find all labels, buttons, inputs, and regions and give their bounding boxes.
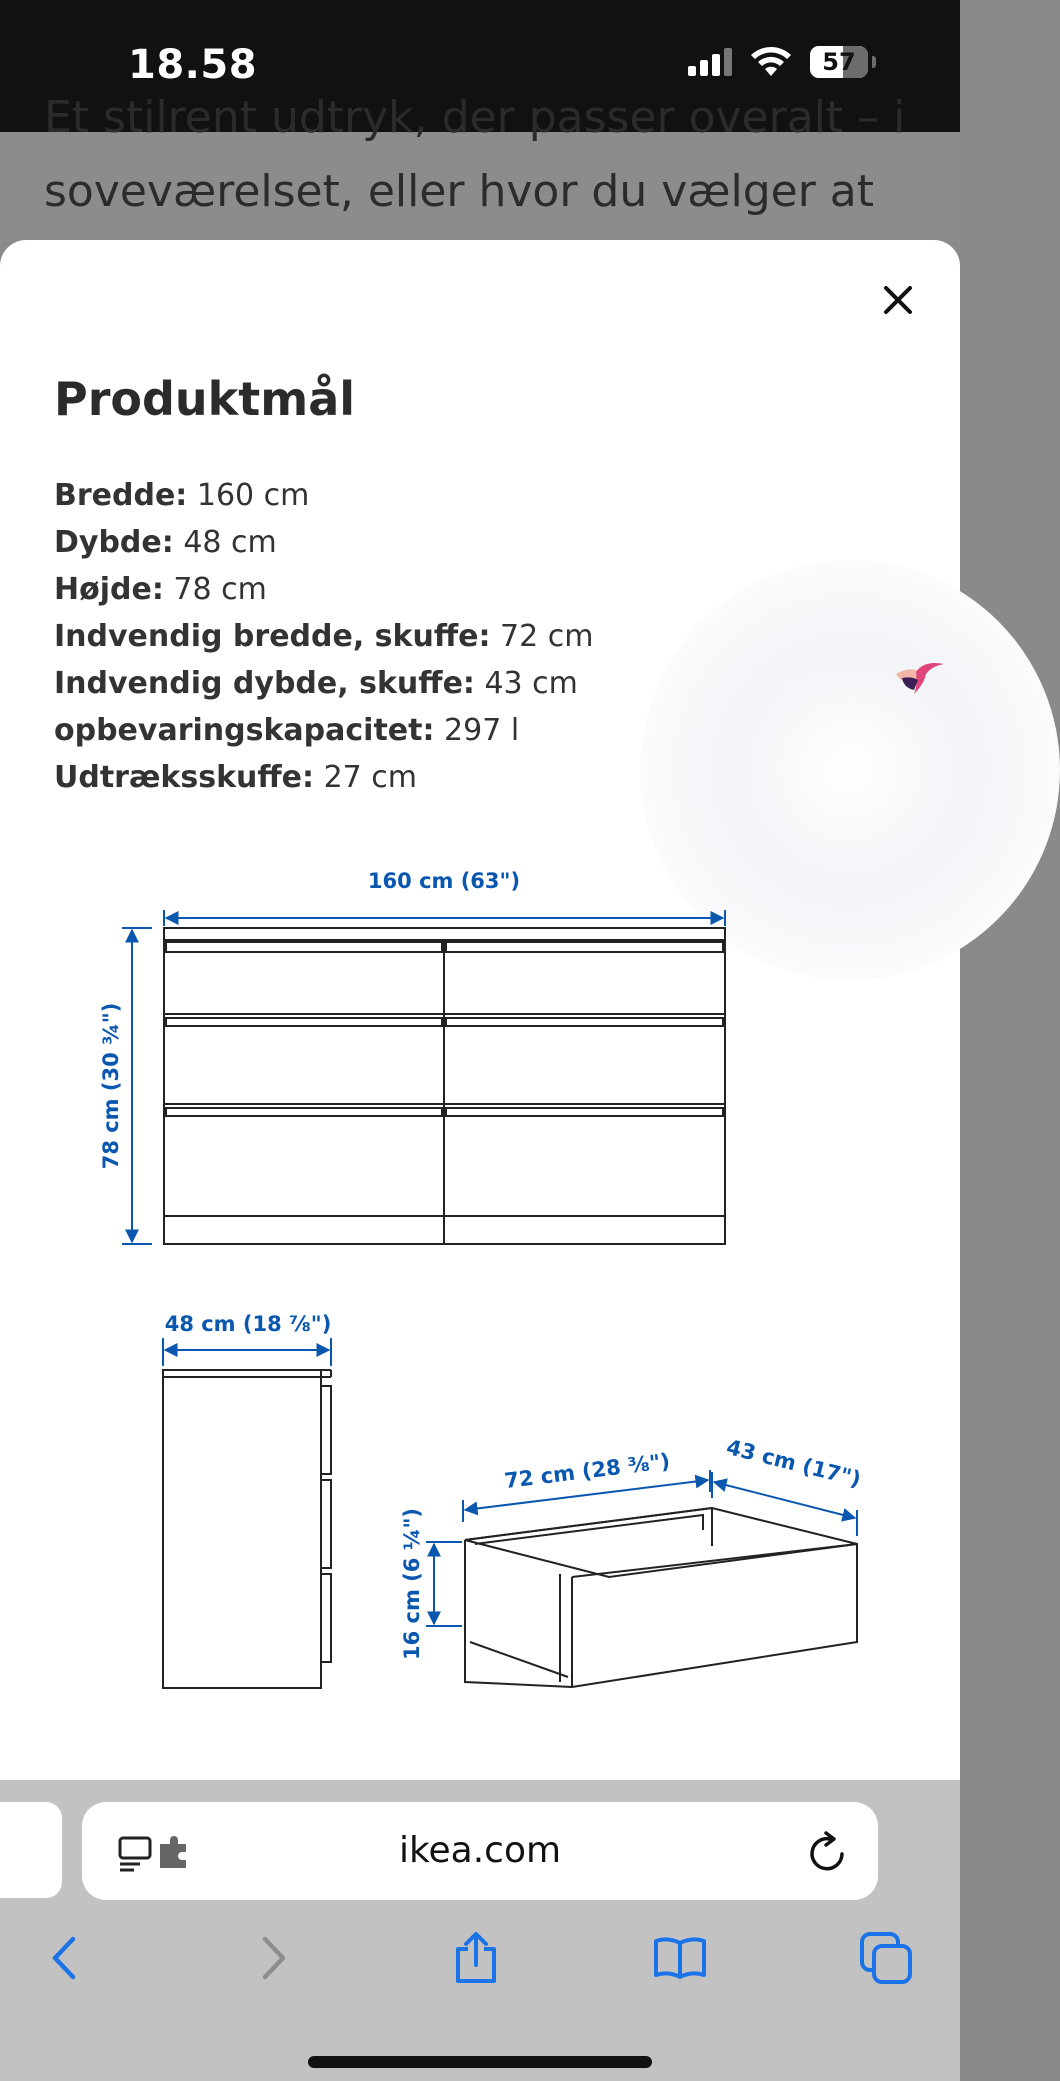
status-time: 18.58 [128,42,258,88]
forward-button[interactable] [244,1928,304,1988]
dimension-value: 72 cm [500,619,594,654]
dimension-label: Højde: [54,572,164,607]
reload-icon[interactable] [808,1830,848,1874]
side-view-drawing [163,1370,331,1688]
battery-level: 57 [822,48,856,76]
side-depth-dimension [163,1312,331,1366]
forward-icon [259,1935,289,1981]
height-dimension-label: 78 cm (30 ¾") [99,1002,123,1170]
bookmarks-button[interactable] [650,1928,710,1988]
home-indicator [308,2056,652,2068]
cellular-signal-icon [688,48,732,76]
dimension-label: Indvendig bredde, skuffe: [54,619,491,654]
drawer-height-label: 16 cm (6 ¼") [400,1508,424,1660]
front-width-dimension [164,869,725,926]
dimension-value: 297 l [444,713,520,748]
previous-tab-preview[interactable] [0,1802,62,1898]
dimension-label: Bredde: [54,478,188,513]
drawer-width-label: 72 cm (28 ⅜") [503,1448,672,1494]
dimension-value: 78 cm [173,572,267,607]
address-bar[interactable] [82,1802,878,1900]
front-view-drawing [164,928,725,1244]
dimension-label: Indvendig dybde, skuffe: [54,666,475,701]
dimension-value: 160 cm [196,478,310,513]
drawer-depth-label: 43 cm (17") [724,1434,864,1492]
background-page [0,92,960,242]
dimension-value: 48 cm [183,525,277,560]
wifi-icon [750,47,792,77]
battery-tip [872,56,876,68]
dimension-label: Udtræksskuffe: [54,760,315,795]
width-dimension-label: 160 cm (63") [367,869,521,893]
dimension-label: opbevaringskapacitet: [54,713,435,748]
dimension-label: Dybde: [54,525,174,560]
share-button[interactable] [446,1928,506,1988]
drawer-view-drawing [465,1508,857,1687]
safari-bottom-bar [0,1780,960,2081]
status-icons [688,46,876,78]
background-text-line: soveværelset, eller hvor du vælger at [44,166,874,217]
product-dimensions-sheet [0,240,960,1780]
back-button[interactable] [34,1928,94,1988]
drawer-depth-dimension [712,1435,863,1536]
bookmarks-icon [653,1935,707,1981]
share-icon [453,1931,499,1985]
tabs-icon [859,1931,913,1985]
url-text: ikea.com [398,1830,562,1871]
dimension-drawings [0,240,960,1780]
front-height-dimension [99,928,152,1244]
tabs-button[interactable] [856,1928,916,1988]
drawer-width-dimension [463,1449,710,1522]
dimension-value: 43 cm [484,666,578,701]
background-text-line: Et stilrent udtryk, der passer overalt – i [44,92,906,143]
drawer-height-dimension [400,1508,462,1660]
depth-dimension-label: 48 cm (18 ⅞") [164,1312,332,1336]
back-icon [49,1935,79,1981]
panel-title: Produktmål [54,372,355,426]
battery-indicator [810,46,868,78]
dimension-value: 27 cm [323,760,418,795]
